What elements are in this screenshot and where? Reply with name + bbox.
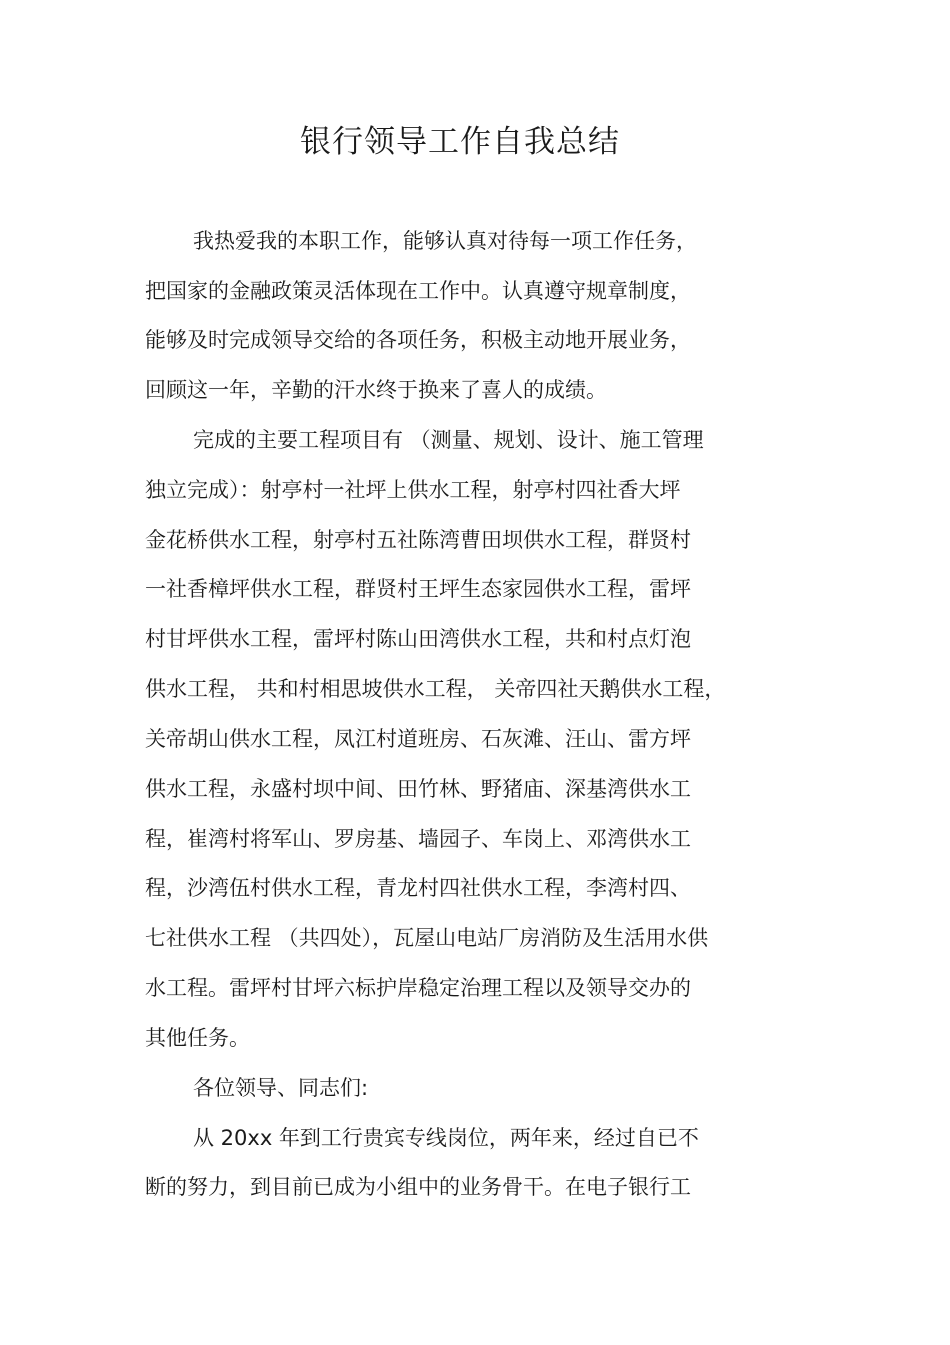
body-line-8: 一社香樟坪供水工程，群贤村王坪生态家园供水工程，雷坪: [145, 577, 691, 601]
body-line-10: 供水工程， 共和村相思坡供水工程， 关帝四社天鹅供水工程，: [145, 677, 726, 701]
body-line-15: 七社供水工程 （共四处），瓦屋山电站厂房消防及生活用水供: [145, 926, 709, 950]
body-line-20: 断的努力，到目前已成为小组中的业务骨干。在电子银行工: [145, 1175, 691, 1199]
body-line-14: 程，沙湾伍村供水工程，青龙村四社供水工程，李湾村四、: [145, 876, 691, 900]
body-line-19: 从 20xx 年到工行贵宾专线岗位，两年来，经过自已不: [193, 1126, 699, 1150]
body-line-13: 程，崔湾村将军山、罗房基、墙园子、车岗上、邓湾供水工: [145, 827, 691, 851]
body-line-12: 供水工程，永盛村坝中间、田竹林、野猪庙、深基湾供水工: [145, 777, 691, 801]
body-line-9: 村甘坪供水工程，雷坪村陈山田湾供水工程，共和村点灯泡: [145, 627, 691, 651]
body-line-17: 其他任务。: [145, 1026, 250, 1050]
greeting-line: 各位领导、同志们:: [193, 1076, 369, 1100]
body-line-6: 独立完成）：射亭村一社坪上供水工程，射亭村四社香大坪: [145, 478, 681, 502]
body-line-5: 完成的主要工程项目有 （测量、规划、设计、施工管理: [193, 428, 704, 452]
body-line-2: 把国家的金融政策灵活体现在工作中。认真遵守规章制度，: [145, 279, 691, 303]
body-line-4: 回顾这一年，辛勤的汗水终于换来了喜人的成绩。: [145, 378, 607, 402]
body-line-11: 关帝胡山供水工程，凤江村道班房、石灰滩、汪山、雷方坪: [145, 727, 691, 751]
body-line-7: 金花桥供水工程，射亭村五社陈湾曹田坝供水工程，群贤村: [145, 528, 691, 552]
document-title: 银行领导工作自我总结: [300, 124, 620, 160]
body-line-3: 能够及时完成领导交给的各项任务，积极主动地开展业务，: [145, 328, 691, 352]
body-line-16: 水工程。雷坪村甘坪六标护岸稳定治理工程以及领导交办的: [145, 976, 691, 1000]
body-line-1: 我热爱我的本职工作，能够认真对待每一项工作任务，: [193, 229, 697, 253]
